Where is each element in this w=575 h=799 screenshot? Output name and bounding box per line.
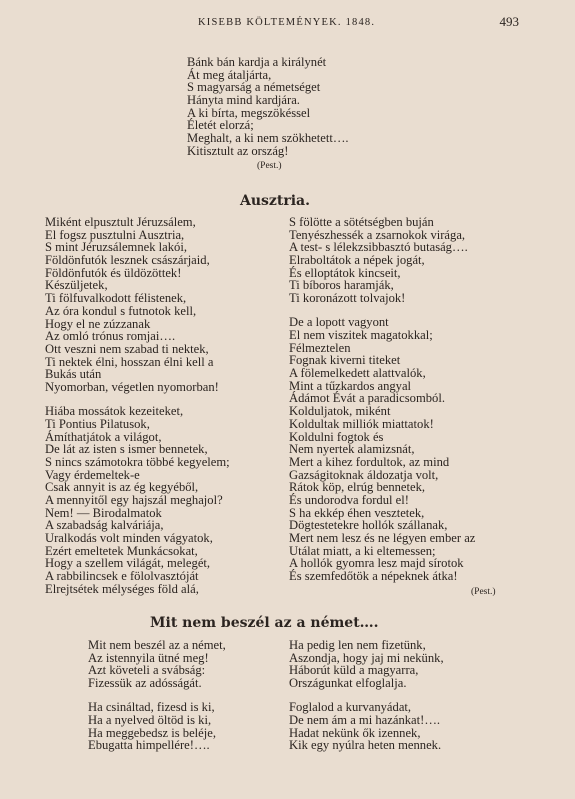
verse-line: De nem ám a mi hazánkat!…. <box>289 712 441 727</box>
nemet-left-column <box>88 639 226 752</box>
verse-line: De lát az isten s ismer bennetek, <box>45 442 208 457</box>
verse-line: Bukás után <box>45 367 102 382</box>
ausztria-signature: (Pest.) <box>471 587 496 597</box>
verse-line: S fölötte a sötétségben buján <box>289 215 434 229</box>
verse-line: Földönfutók és üldözöttek! <box>45 265 182 280</box>
verse-line: Át meg átaljárta, <box>187 67 272 82</box>
verse-line: Fognak kiverni titeket <box>289 353 401 368</box>
verse-line: Ezért emeltetek Munkácsokat, <box>45 543 198 558</box>
verse-line: Ebugatta himpellére!…. <box>88 738 210 753</box>
verse-line: Gazságitoknak áldozatja volt, <box>289 467 439 482</box>
ausztria-right-stanza <box>289 216 475 305</box>
verse-line: A szabadság kalváriája, <box>45 518 164 533</box>
verse-line: Ámíthatjátok a világot, <box>45 429 162 444</box>
verse-line: A ki bírta, megszökéssel <box>187 105 311 120</box>
verse-line: Fizessük az adósságát. <box>88 676 202 691</box>
verse-line: Életét elorzá; <box>187 118 254 133</box>
verse-line: Hogy a szellem világát, melegét, <box>45 556 211 571</box>
page-header <box>0 14 575 34</box>
verse-line: Meghalt, a ki nem szökhetett…. <box>187 131 349 146</box>
verse-line: Az istennyila ütné meg! <box>88 650 209 665</box>
verse-line: Ha pedig len nem fizetünk, <box>289 638 426 652</box>
verse-line: Hányta mind kardjára. <box>187 93 300 108</box>
verse-line: Rátok köp, elrúg bennetek, <box>289 480 426 495</box>
nemet-right-stanza <box>289 701 444 752</box>
verse-line: S magyarság a németséget <box>187 80 321 95</box>
verse-line: Ha csináltad, fizesd is ki, <box>88 700 215 715</box>
verse-line: Ti koronázott tolvajok! <box>289 291 406 306</box>
ausztria-title: Ausztria. <box>240 193 310 209</box>
verse-line: A test- s lélekzsibbasztó butaság…. <box>289 240 468 255</box>
verse-line: Háborút küld a magyarra, <box>289 663 419 678</box>
verse-line: Elrejtsétek mélységes föld alá, <box>45 581 199 596</box>
verse-line: És undorodva fordul el! <box>289 492 409 507</box>
verse-line: Csak annyit is az ég kegyéből, <box>45 480 199 495</box>
verse-line: Mint a tűzkardos angyal <box>289 378 412 393</box>
verse-line: Azt követeli a svábság: <box>88 663 206 678</box>
verse-line: A hollók gyomra lesz majd sírotok <box>289 556 464 571</box>
verse-line: Bánk bán kardja a királynét <box>187 55 327 69</box>
verse-line: Uralkodás volt minden vágyatok, <box>45 531 213 545</box>
verse-line: Nem! — Birodalmatok <box>45 505 162 520</box>
verse-line: Elraboltátok a népek jogát, <box>289 253 425 268</box>
ausztria-left-column <box>45 216 230 595</box>
verse-line: De a lopott vagyont <box>289 315 389 330</box>
verse-line: A mennyitől egy hajszál meghajol? <box>45 492 223 507</box>
verse-line: Vagy érdemeltek-e <box>45 467 140 482</box>
top-poem <box>187 56 349 158</box>
verse-line: Kitisztult az ország! <box>187 143 289 158</box>
verse-line: Hadat nekünk ők izennek, <box>289 725 421 740</box>
verse-line: És elloptátok kincseit, <box>289 265 401 280</box>
verse-line: Félmeztelen <box>289 340 351 355</box>
verse-line: Az omló trónus romjai…. <box>45 329 176 344</box>
nemet-title: Mit nem beszél az a német…. <box>150 615 379 631</box>
verse-line: Nem nyertek alamizsnát, <box>289 442 415 457</box>
verse-line: Ti nektek élni, hosszan élni kell a <box>45 354 214 369</box>
verse-line: El nem viszitek magatokkal; <box>289 328 433 342</box>
verse-line: Földönfutók lesznek császárjaid, <box>45 253 210 268</box>
nemet-right-column <box>289 639 444 752</box>
verse-line: Nyomorban, végetlen nyomorban! <box>45 379 219 394</box>
verse-line: Mert nem lesz és ne légyen ember az <box>289 531 476 545</box>
verse-line: Foglalod a kurvanyádat, <box>289 700 412 715</box>
verse-line: A fölemelkedett alattvalók, <box>289 366 426 381</box>
nemet-left-stanza <box>88 639 226 690</box>
verse-line: Utálat miatt, a ki eltemessen; <box>289 543 436 558</box>
verse-line: Mert a kihez fordultok, az mind <box>289 454 450 469</box>
verse-line: Hogy el ne zúzzanak <box>45 316 151 331</box>
verse-line: A rabbilincsek e fölolvasztóját <box>45 569 199 584</box>
verse-line: Országunkat elfoglalja. <box>289 676 407 691</box>
ausztria-right-stanza <box>289 316 475 582</box>
ausztria-right-column <box>289 216 475 583</box>
verse-line: Mit nem beszél az a német, <box>88 638 226 652</box>
verse-line: Ha meggebedsz is beléje, <box>88 725 216 740</box>
verse-line: Tenyészhessék a zsarnokok virága, <box>289 227 466 242</box>
top-poem-signature: (Pest.) <box>257 161 282 171</box>
ausztria-left-stanza <box>45 216 230 394</box>
nemet-left-stanza <box>88 701 226 752</box>
verse-line: S nincs számotokra többé kegyelem; <box>45 454 230 469</box>
verse-line: És szemfedőtök a népeknek átka! <box>289 569 458 584</box>
verse-line: Készüljetek, <box>45 278 108 293</box>
verse-line: Ti bíboros haramják, <box>289 278 394 293</box>
verse-line: Kik egy nyúlra heten mennek. <box>289 738 442 753</box>
ausztria-left-stanza <box>45 405 230 595</box>
verse-line: Miként elpusztult Jéruzsálem, <box>45 215 196 229</box>
running-title: KISEBB KÖLTEMÉNYEK. 1848. <box>198 17 376 28</box>
verse-line: Kolduljatok, miként <box>289 404 391 419</box>
verse-line: Ott veszni nem szabad ti nektek, <box>45 341 209 356</box>
verse-line: Aszondja, hogy jaj mi nekünk, <box>289 650 444 665</box>
verse-line: Koldultak milliók miattatok! <box>289 416 434 431</box>
verse-line: S mint Jéruzsálemnek lakói, <box>45 240 187 255</box>
verse-line: Ti fölfuvalkodott félistenek, <box>45 291 187 306</box>
verse-line: Ha a nyelved öltöd is ki, <box>88 712 212 727</box>
verse-line: Dögtestetekre hollók szállanak, <box>289 518 448 533</box>
page-number: 493 <box>499 14 519 29</box>
verse-line: Koldulni fogtok és <box>289 429 384 444</box>
nemet-right-stanza <box>289 639 444 690</box>
verse-line: El fogsz pusztulni Ausztria, <box>45 227 185 242</box>
verse-line: Ti Pontius Pilatusok, <box>45 416 150 431</box>
verse-line: Hiába mossátok kezeiteket, <box>45 404 184 419</box>
verse-line: Az óra kondul s futnotok kell, <box>45 303 197 318</box>
verse-line: Ádámot Évát a paradicsomból. <box>289 391 445 406</box>
verse-line: S ha ekkép éhen vesztetek, <box>289 505 425 520</box>
